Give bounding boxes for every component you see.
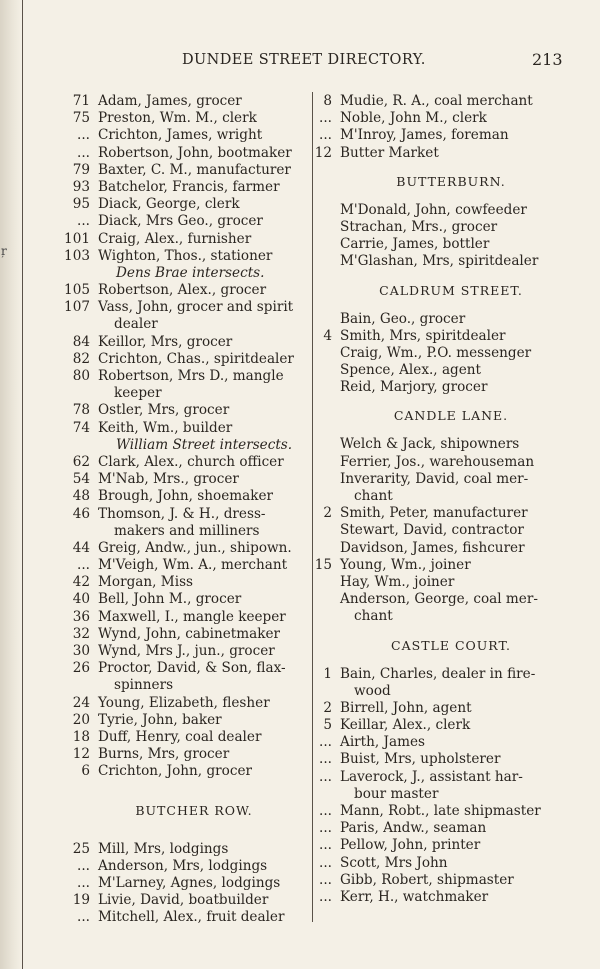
resident-entry: Hay, Wm., joiner [340, 573, 455, 590]
house-number: 36 [72, 608, 90, 625]
street-heading [314, 396, 566, 436]
directory-entry [36, 351, 308, 368]
street-heading-label: CASTLE COURT. [391, 637, 511, 653]
resident-entry: Mitchell, Alex., fruit dealer [98, 909, 285, 926]
resident-entry: wood [354, 682, 391, 699]
directory-entry [36, 626, 308, 643]
house-number: 48 [72, 488, 90, 505]
resident-entry: Pellow, John, printer [340, 837, 481, 854]
house-number: ... [319, 110, 332, 127]
directory-entry [314, 379, 566, 396]
page-number: 213 [532, 50, 563, 69]
house-number: ... [319, 751, 332, 768]
house-number: 46 [72, 505, 90, 522]
entry-continuation [36, 316, 308, 333]
house-number: 15 [314, 556, 332, 573]
house-number: ... [319, 734, 332, 751]
street-heading-label: CALDRUM STREET. [379, 282, 523, 298]
resident-entry: Ostler, Mrs, grocer [98, 402, 230, 419]
directory-entry [314, 855, 566, 872]
resident-entry: Smith, Peter, manufacturer [340, 505, 528, 522]
directory-entry [314, 253, 566, 270]
resident-entry: Spence, Alex., agent [340, 362, 482, 379]
resident-entry: Bain, Charles, dealer in fire- [340, 665, 536, 682]
resident-entry: Crichton, James, wright [98, 127, 263, 144]
house-number: 78 [72, 402, 90, 419]
resident-entry: Birrell, John, agent [340, 699, 472, 716]
resident-entry: chant [354, 608, 393, 625]
house-number: 1 [323, 665, 332, 682]
column-divider-rule [312, 92, 313, 922]
resident-entry: Inverarity, David, coal mer- [340, 470, 529, 487]
directory-entry [36, 540, 308, 557]
resident-entry: Bell, John M., grocer [98, 591, 242, 608]
resident-entry: Mill, Mrs, lodgings [98, 840, 229, 857]
directory-entry [36, 488, 308, 505]
house-number: 6 [81, 763, 90, 780]
directory-entry [314, 145, 566, 162]
directory-entry [314, 837, 566, 854]
resident-entry: Wynd, Mrs J., jun., grocer [98, 643, 275, 659]
house-number: ... [77, 874, 90, 891]
house-number: 5 [323, 717, 332, 734]
directory-entry [314, 328, 566, 345]
resident-entry: Robertson, Alex., grocer [98, 282, 267, 299]
resident-entry: Anderson, Mrs, lodgings [98, 857, 268, 874]
resident-entry: bour master [354, 785, 439, 802]
directory-entry [314, 540, 566, 557]
street-heading [314, 271, 566, 311]
house-number: 42 [72, 574, 90, 591]
directory-entry [36, 420, 308, 437]
entry-continuation [314, 488, 566, 505]
resident-entry: Crichton, Chas., spiritdealer [98, 350, 294, 367]
street-heading [36, 791, 308, 831]
resident-entry: chant [354, 488, 393, 504]
resident-entry: Maxwell, I., mangle keeper [98, 608, 286, 625]
directory-entry [36, 471, 308, 488]
page-header [0, 50, 600, 76]
directory-entry [314, 202, 566, 219]
resident-entry: Burns, Mrs, grocer [98, 746, 230, 763]
resident-entry: Diack, George, clerk [98, 196, 240, 213]
margin-mark: ŗ [1, 244, 7, 258]
directory-entry [314, 803, 566, 820]
directory-entry [36, 231, 308, 248]
directory-entry [36, 909, 308, 926]
directory-entry [36, 858, 308, 875]
directory-entry [314, 110, 566, 127]
house-number: ... [319, 854, 332, 871]
house-number: 93 [72, 178, 90, 195]
resident-entry: Morgan, Miss [98, 574, 194, 591]
house-number: 105 [64, 282, 90, 299]
resident-entry: Batchelor, Francis, farmer [98, 178, 280, 195]
entry-continuation [36, 385, 308, 402]
directory-entry [314, 751, 566, 768]
resident-entry: Adam, James, grocer [98, 93, 242, 109]
directory-entry [314, 236, 566, 253]
directory-entry [36, 746, 308, 763]
resident-entry: Clark, Alex., church officer [98, 453, 284, 470]
resident-entry: Robertson, John, bootmaker [98, 144, 292, 161]
entry-continuation [36, 523, 308, 540]
directory-entry [36, 93, 308, 110]
resident-entry: Paris, Andw., seaman [340, 820, 487, 837]
house-number: ... [319, 820, 332, 837]
resident-entry: spinners [114, 677, 174, 694]
resident-entry: Wynd, John, cabinetmaker [98, 625, 281, 642]
house-number: 82 [72, 350, 90, 367]
resident-entry: Robertson, Mrs D., mangle [98, 368, 284, 384]
resident-entry: William Street intersects. [116, 436, 293, 453]
resident-entry: Keillor, Mrs, grocer [98, 333, 233, 350]
directory-entry [314, 454, 566, 471]
resident-entry: Kerr, H., watchmaker [340, 888, 489, 905]
house-number: 25 [72, 840, 90, 857]
left-margin-rule [22, 0, 23, 969]
house-number: ... [319, 888, 332, 905]
street-heading [314, 162, 566, 202]
directory-entry [36, 299, 308, 316]
resident-entry: Carrie, James, bottler [340, 236, 490, 253]
directory-entry [36, 248, 308, 265]
resident-entry: Stewart, David, contractor [340, 522, 524, 539]
directory-entry [36, 875, 308, 892]
house-number: 20 [72, 711, 90, 728]
directory-entry [314, 734, 566, 751]
section-gap [36, 781, 308, 791]
directory-entry [36, 591, 308, 608]
house-number: 19 [72, 892, 90, 909]
directory-entry [36, 712, 308, 729]
resident-entry: Welch & Jack, shipowners [340, 436, 520, 453]
right-column [314, 93, 566, 906]
directory-entry [314, 717, 566, 734]
resident-entry: M'Glashan, Mrs, spiritdealer [340, 253, 539, 270]
directory-entry [314, 471, 566, 488]
resident-entry: Craig, Wm., P.O. messenger [340, 344, 532, 361]
directory-entry [36, 763, 308, 780]
directory-entry [314, 93, 566, 110]
house-number: ... [77, 144, 90, 161]
directory-entry [314, 505, 566, 522]
resident-entry: Preston, Wm. M., clerk [98, 110, 257, 127]
resident-entry: Buist, Mrs, upholsterer [340, 751, 501, 768]
resident-entry: Vass, John, grocer and spirit [98, 299, 294, 316]
house-number: 24 [72, 694, 90, 711]
resident-entry: makers and milliners [114, 522, 260, 539]
house-number: 95 [72, 196, 90, 213]
resident-entry: M'Veigh, Wm. A., merchant [98, 557, 288, 574]
directory-entry [36, 643, 308, 660]
directory-entry [36, 729, 308, 746]
house-number: 2 [323, 699, 332, 716]
directory-entry [36, 609, 308, 626]
house-number: ... [77, 909, 90, 926]
resident-entry: Young, Elizabeth, flesher [98, 694, 270, 711]
directory-entry [36, 162, 308, 179]
house-number: 79 [72, 161, 90, 178]
house-number: 40 [72, 591, 90, 608]
directory-entry [36, 127, 308, 144]
entry-continuation [314, 608, 566, 625]
street-heading-label: CANDLE LANE. [393, 408, 509, 424]
directory-entry [314, 362, 566, 379]
directory-entry [36, 454, 308, 471]
resident-entry: Airth, James [340, 734, 425, 751]
house-number: ... [319, 837, 332, 854]
section-gap [36, 831, 308, 841]
resident-entry: Wighton, Thos., stationer [98, 247, 273, 264]
directory-entry [36, 574, 308, 591]
resident-entry: Mann, Robt., late shipmaster [340, 803, 541, 819]
resident-entry: Reid, Marjory, grocer [340, 379, 488, 396]
directory-entry [314, 345, 566, 362]
directory-entry [314, 436, 566, 453]
directory-entry [314, 591, 566, 608]
house-number: ... [319, 768, 332, 785]
resident-entry: Tyrie, John, baker [98, 711, 222, 728]
resident-entry: Baxter, C. M., manufacturer [98, 161, 291, 178]
house-number: 71 [72, 93, 90, 109]
directory-entry [314, 769, 566, 786]
directory-entry [314, 522, 566, 539]
directory-entry [314, 820, 566, 837]
resident-entry: M'Larney, Agnes, lodgings [98, 874, 281, 891]
directory-entry [36, 179, 308, 196]
house-number: 8 [323, 93, 332, 109]
house-number: 74 [72, 419, 90, 436]
resident-entry: M'Donald, John, cowfeeder [340, 201, 527, 218]
resident-entry: Greig, Andw., jun., shipown. [98, 539, 292, 556]
intersection-note [36, 437, 308, 454]
resident-entry: Butter Market [340, 144, 439, 161]
house-number: ... [77, 857, 90, 874]
resident-entry: Dens Brae intersects. [116, 264, 265, 281]
resident-entry: Laverock, J., assistant har- [340, 768, 523, 785]
directory-entry [36, 196, 308, 213]
house-number: 54 [72, 471, 90, 488]
directory-entry [36, 402, 308, 419]
resident-entry: M'Inroy, James, foreman [340, 127, 509, 144]
house-number: 103 [64, 247, 90, 264]
directory-entry [314, 219, 566, 236]
house-number: 32 [72, 625, 90, 642]
house-number: ... [77, 557, 90, 574]
entry-continuation [314, 786, 566, 803]
house-number: 84 [72, 333, 90, 350]
resident-entry: Proctor, David, & Son, flax- [98, 660, 286, 677]
directory-entry [36, 695, 308, 712]
directory-entry [36, 506, 308, 523]
house-number: ... [319, 803, 332, 819]
resident-entry: Bain, Geo., grocer [340, 310, 466, 327]
directory-entry [36, 660, 308, 677]
left-column [36, 93, 308, 926]
resident-entry: dealer [114, 316, 158, 333]
page-gutter [0, 0, 22, 969]
running-title: DUNDEE STREET DIRECTORY. [182, 52, 426, 68]
intersection-note [36, 265, 308, 282]
street-heading-label: BUTCHER ROW. [135, 802, 253, 818]
house-number: 62 [72, 453, 90, 470]
house-number: 107 [64, 299, 90, 316]
directory-entry [36, 213, 308, 230]
house-number: 26 [72, 660, 90, 677]
resident-entry: Strachan, Mrs., grocer [340, 218, 498, 235]
directory-entry [36, 145, 308, 162]
directory-entry [314, 557, 566, 574]
directory-entry [36, 282, 308, 299]
resident-entry: Gibb, Robert, shipmaster [340, 871, 514, 888]
resident-entry: Davidson, James, fishcurer [340, 539, 525, 556]
resident-entry: Mudie, R. A., coal merchant [340, 93, 533, 109]
resident-entry: Anderson, George, coal mer- [340, 591, 538, 608]
house-number: 80 [72, 368, 90, 384]
resident-entry: Scott, Mrs John [340, 854, 448, 871]
resident-entry: Keith, Wm., builder [98, 419, 233, 436]
resident-entry: Thomson, J. & H., dress- [98, 505, 266, 522]
resident-entry: Brough, John, shoemaker [98, 488, 274, 505]
house-number: 30 [72, 643, 90, 659]
street-heading-label: BUTTERBURN. [396, 173, 506, 189]
street-heading [314, 626, 566, 666]
house-number: 75 [72, 110, 90, 127]
house-number: 12 [72, 746, 90, 763]
house-number: 12 [314, 144, 332, 161]
resident-entry: Young, Wm., joiner [340, 556, 471, 573]
house-number: 101 [64, 230, 90, 247]
resident-entry: Craig, Alex., furnisher [98, 230, 252, 247]
resident-entry: Duff, Henry, coal dealer [98, 728, 262, 745]
directory-entry [36, 557, 308, 574]
house-number: 4 [323, 327, 332, 344]
house-number: 2 [323, 505, 332, 522]
resident-entry: Diack, Mrs Geo., grocer [98, 213, 263, 230]
house-number: 44 [72, 539, 90, 556]
house-number: ... [77, 213, 90, 230]
directory-entry [314, 127, 566, 144]
resident-entry: keeper [114, 385, 162, 402]
resident-entry: Noble, John M., clerk [340, 110, 487, 127]
house-number: ... [77, 127, 90, 144]
directory-entry [36, 368, 308, 385]
resident-entry: Livie, David, boatbuilder [98, 892, 269, 909]
directory-entry [314, 311, 566, 328]
resident-entry: Crichton, John, grocer [98, 763, 252, 780]
directory-entry [314, 889, 566, 906]
directory-entry [36, 841, 308, 858]
resident-entry: Ferrier, Jos., warehouseman [340, 453, 535, 470]
house-number: ... [319, 127, 332, 144]
house-number: 18 [72, 728, 90, 745]
directory-entry [36, 110, 308, 127]
directory-entry [36, 892, 308, 909]
entry-continuation [314, 683, 566, 700]
directory-entry [314, 666, 566, 683]
resident-entry: Smith, Mrs, spiritdealer [340, 327, 506, 344]
resident-entry: Keillar, Alex., clerk [340, 717, 471, 734]
directory-entry [314, 872, 566, 889]
directory-entry [314, 700, 566, 717]
directory-entry [36, 334, 308, 351]
house-number: ... [319, 871, 332, 888]
resident-entry: M'Nab, Mrs., grocer [98, 471, 239, 488]
directory-entry [314, 574, 566, 591]
entry-continuation [36, 677, 308, 694]
